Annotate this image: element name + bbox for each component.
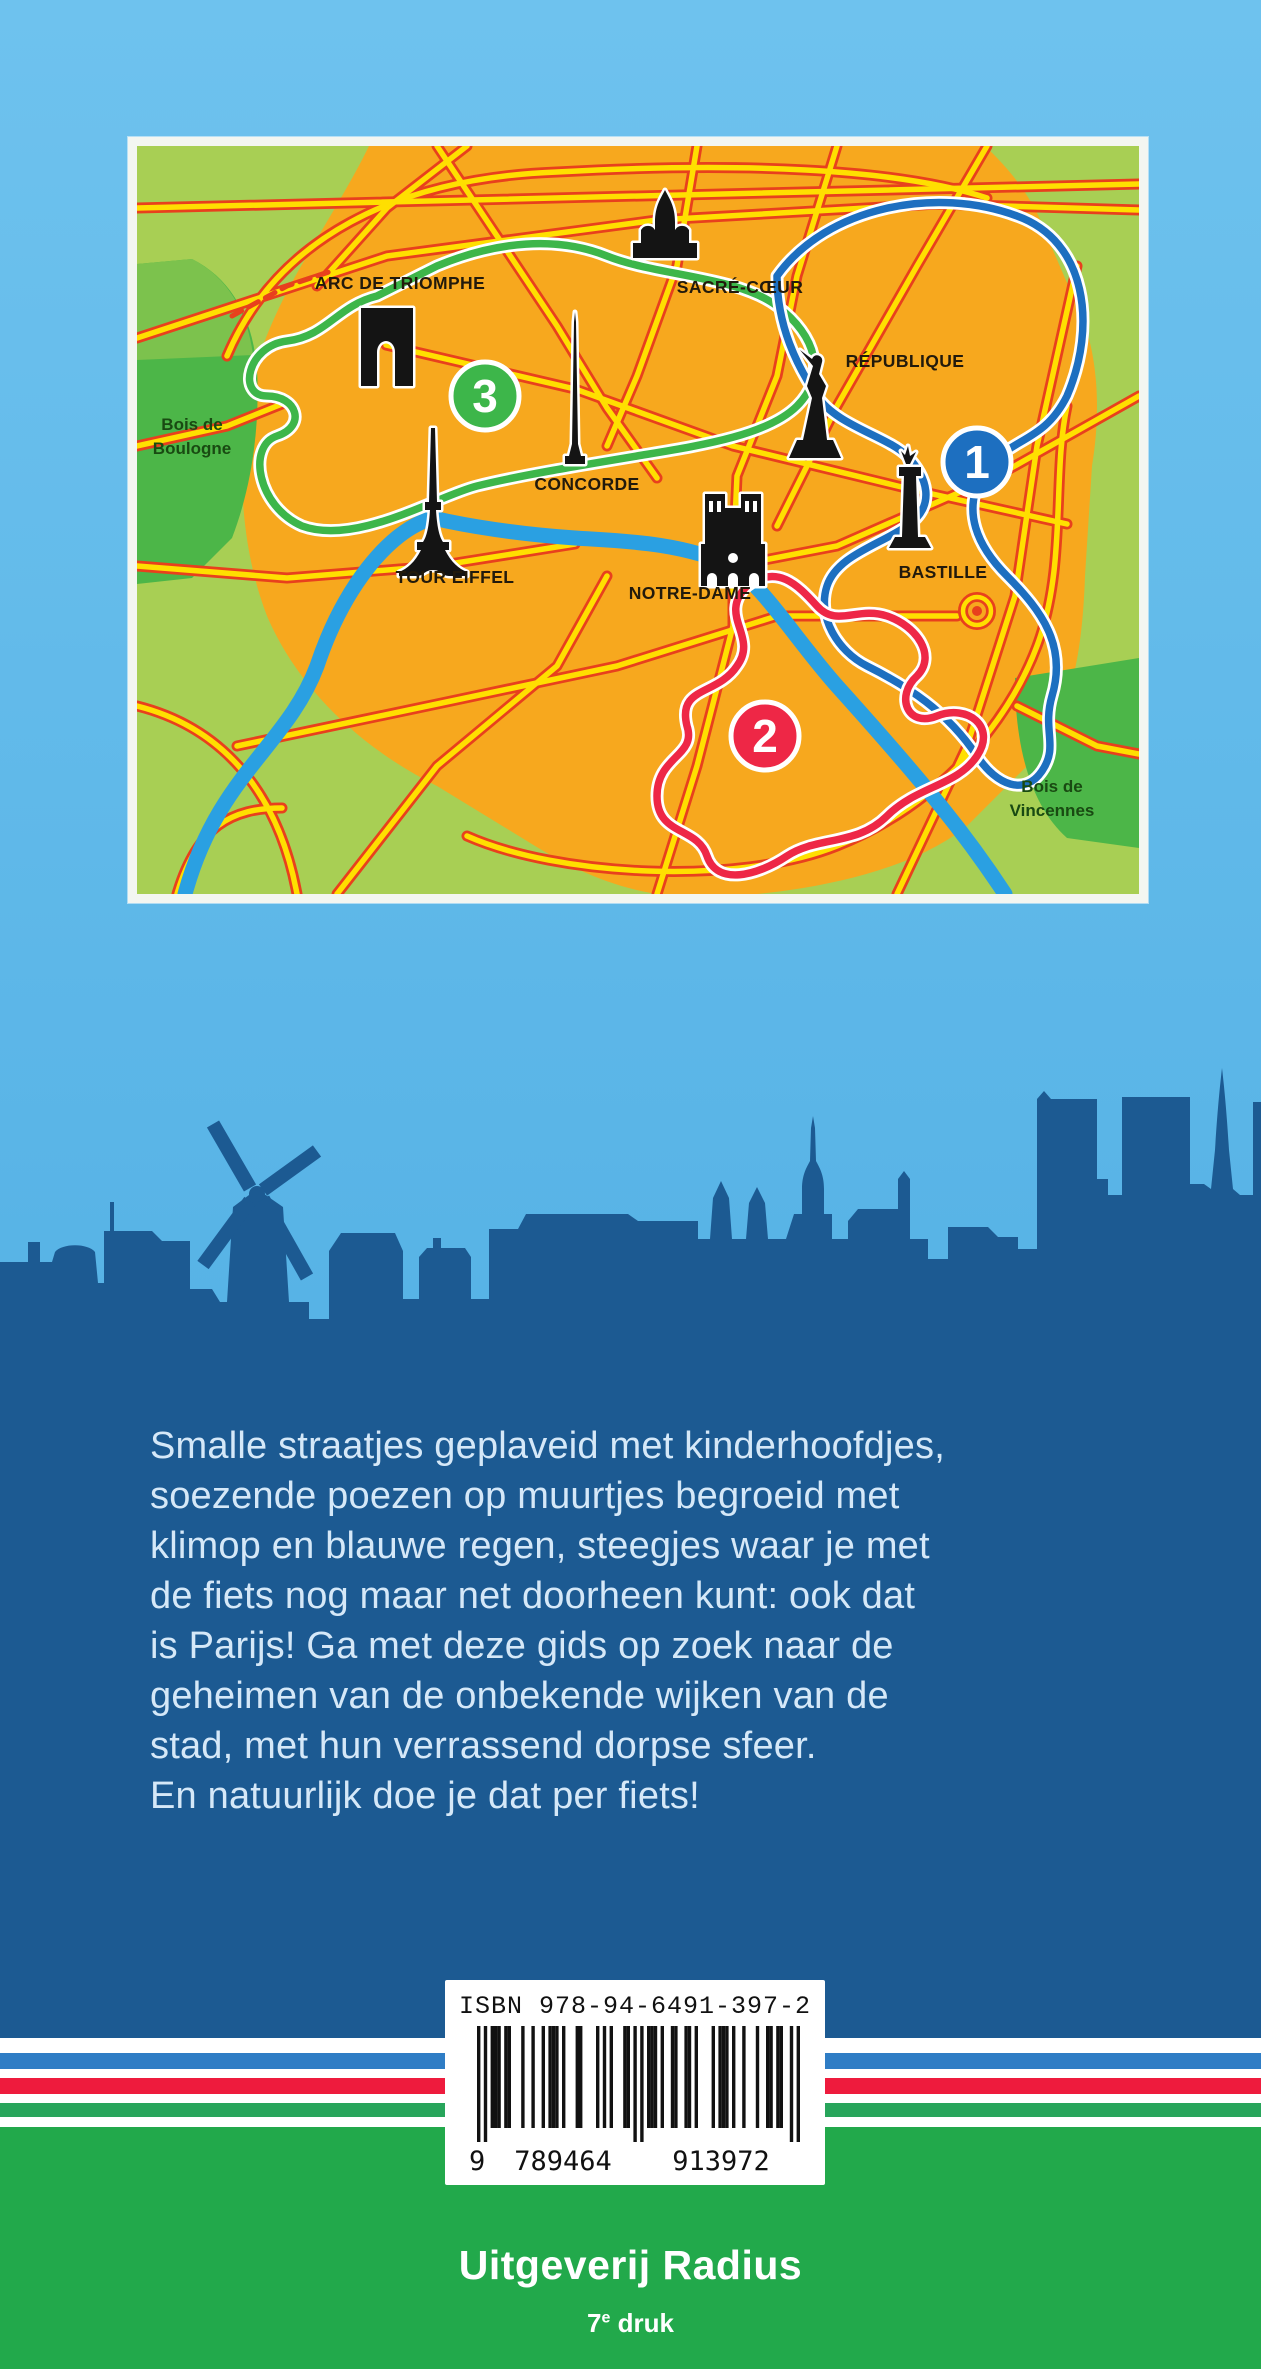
edition-line (0, 2308, 1261, 2339)
blurb-line: soezende poezen op muurtjes begroeid met (150, 1475, 900, 1517)
label-bois-boulogne-2: Boulogne (152, 439, 232, 458)
edition-sup: e (601, 2309, 611, 2327)
label-bois-vincennes-1: Bois de (1021, 777, 1083, 796)
barcode-digit-group2: 913972 (672, 2146, 770, 2174)
route-2-badge (731, 702, 799, 770)
edition-word: druk (617, 2308, 674, 2338)
label-arc-de-triomphe: ARC DE TRIOMPHE (314, 273, 486, 293)
blurb-line: Smalle straatjes geplaveid met kinderhoofdjes, (150, 1425, 945, 1467)
svg-text:3: 3 (472, 370, 498, 422)
blurb-line: is Parijs! Ga met deze gids op zoek naar de (150, 1625, 894, 1667)
route-1-badge (943, 428, 1011, 496)
label-republique: RÉPUBLIQUE (845, 351, 965, 371)
label-notre-dame: NOTRE-DAME (628, 583, 752, 603)
label-sacre-coeur: SACRÉ-CŒUR (676, 277, 804, 297)
windmill-hub (249, 1186, 265, 1202)
blurb-line: de fiets nog maar net doorheen kunt: ook dat (150, 1575, 916, 1617)
isbn-block (445, 1980, 825, 2185)
back-cover-blurb (150, 1421, 1150, 1821)
label-concorde: CONCORDE (534, 474, 640, 494)
blurb-line: En natuurlijk doe je dat per fiets! (150, 1775, 700, 1817)
blurb-line: klimop en blauwe regen, steegjes waar je met (150, 1525, 930, 1567)
svg-text:1: 1 (964, 436, 990, 488)
roundabout (963, 597, 991, 625)
label-bois-vincennes-2: Vincennes (1009, 801, 1095, 820)
ean13-barcode (465, 2026, 805, 2174)
barcode-bars (477, 2026, 800, 2142)
paris-map-canvas (137, 146, 1139, 894)
paris-skyline-silhouette (0, 1000, 1261, 1362)
route-3-badge (451, 362, 519, 430)
svg-text:2: 2 (752, 710, 778, 762)
blurb-line: stad, met hun verrassend dorpse sfeer. (150, 1725, 817, 1767)
label-bois-boulogne-1: Bois de (161, 415, 223, 434)
isbn-number: ISBN 978-94-6491-397-2 (458, 1992, 812, 2021)
label-tour-eiffel: TOUR EIFFEL (395, 567, 515, 587)
edition-number: 7 (587, 2308, 602, 2338)
barcode-digit-left: 9 (469, 2146, 486, 2174)
publisher-name: Uitgeverij Radius (458, 2242, 803, 2288)
label-bastille: BASTILLE (898, 562, 988, 582)
blurb-line: geheimen van de onbekende wijken van de (150, 1675, 889, 1717)
paris-map (128, 137, 1148, 903)
barcode-digit-group1: 789464 (514, 2146, 612, 2174)
